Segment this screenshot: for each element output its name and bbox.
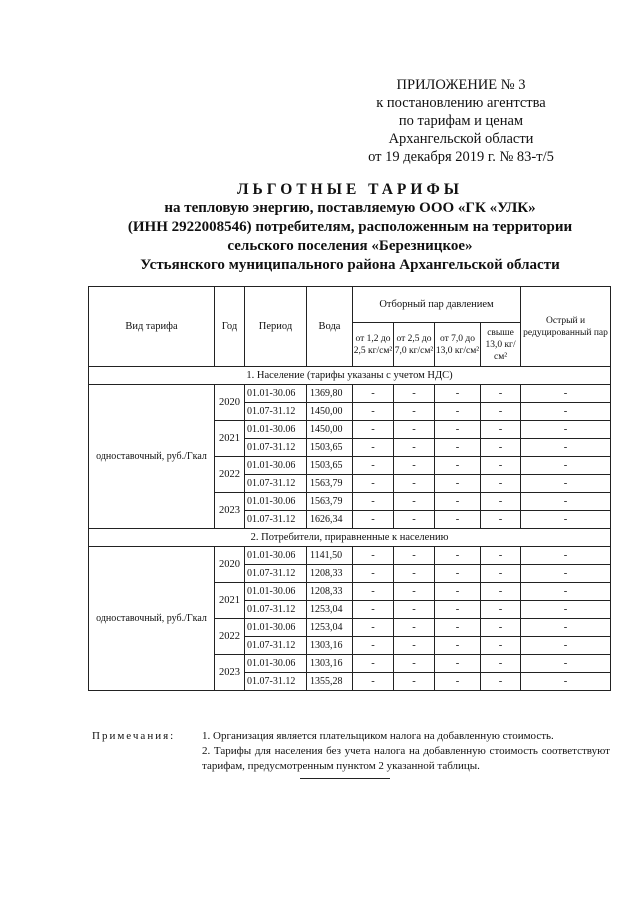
period-cell: 01.07-31.12	[245, 511, 307, 529]
period-cell: 01.07-31.12	[245, 475, 307, 493]
appendix-ref-1: к постановлению агентства	[376, 95, 546, 111]
header-sharp-steam: Острый и редуцированный пар	[521, 287, 611, 367]
water-value-cell: 1355,28	[307, 673, 353, 691]
tariff-table-body	[89, 367, 611, 691]
value-cell: -	[521, 565, 611, 583]
value-cell: -	[521, 421, 611, 439]
section-row	[89, 529, 611, 547]
value-cell: -	[394, 601, 435, 619]
value-cell: -	[521, 583, 611, 601]
water-value-cell: 1563,79	[307, 475, 353, 493]
value-cell: -	[435, 475, 481, 493]
year-cell: 2023	[215, 655, 245, 691]
water-value-cell: 1208,33	[307, 565, 353, 583]
water-value-cell: 1303,16	[307, 637, 353, 655]
value-cell: -	[435, 385, 481, 403]
water-value-cell: 1503,65	[307, 439, 353, 457]
water-value-cell: 1450,00	[307, 403, 353, 421]
value-cell: -	[521, 439, 611, 457]
value-cell: -	[394, 475, 435, 493]
year-cell: 2021	[215, 583, 245, 619]
water-value-cell: 1253,04	[307, 601, 353, 619]
header-period: Период	[245, 287, 307, 367]
value-cell: -	[435, 511, 481, 529]
value-cell: -	[353, 421, 394, 439]
value-cell: -	[435, 493, 481, 511]
value-cell: -	[394, 565, 435, 583]
table-row	[89, 547, 611, 565]
value-cell: -	[521, 619, 611, 637]
value-cell: -	[481, 619, 521, 637]
period-cell: 01.01-30.06	[245, 385, 307, 403]
value-cell: -	[353, 637, 394, 655]
note-item: 2. Тарифы для населения без учета налога на добавленную стоимость соответствуют тарифам, предусмотренным пунктом 2 указанной таблицы.	[202, 745, 610, 772]
title-line-4: сельского поселения «Березницкое»	[227, 238, 473, 254]
value-cell: -	[481, 493, 521, 511]
period-cell: 01.07-31.12	[245, 601, 307, 619]
value-cell: -	[481, 421, 521, 439]
notes-heading: Примечания:	[92, 730, 176, 742]
value-cell: -	[353, 583, 394, 601]
water-value-cell: 1503,65	[307, 457, 353, 475]
period-cell: 01.01-30.06	[245, 619, 307, 637]
value-cell: -	[521, 547, 611, 565]
water-value-cell: 1450,00	[307, 421, 353, 439]
water-value-cell: 1303,16	[307, 655, 353, 673]
section-row	[89, 367, 611, 385]
title-main: ЛЬГОТНЫЕ ТАРИФЫ	[237, 181, 463, 198]
value-cell: -	[394, 403, 435, 421]
value-cell: -	[481, 439, 521, 457]
value-cell: -	[353, 547, 394, 565]
value-cell: -	[353, 403, 394, 421]
year-cell: 2020	[215, 547, 245, 583]
value-cell: -	[481, 565, 521, 583]
value-cell: -	[521, 601, 611, 619]
value-cell: -	[435, 403, 481, 421]
value-cell: -	[481, 655, 521, 673]
value-cell: -	[353, 493, 394, 511]
period-cell: 01.07-31.12	[245, 403, 307, 421]
value-cell: -	[481, 475, 521, 493]
value-cell: -	[521, 475, 611, 493]
period-cell: 01.01-30.06	[245, 457, 307, 475]
value-cell: -	[521, 655, 611, 673]
water-value-cell: 1563,79	[307, 493, 353, 511]
table-row	[89, 385, 611, 403]
value-cell: -	[481, 457, 521, 475]
value-cell: -	[481, 385, 521, 403]
value-cell: -	[521, 457, 611, 475]
value-cell: -	[353, 565, 394, 583]
header-steam: Отборный пар давлением	[353, 287, 521, 323]
value-cell: -	[521, 385, 611, 403]
value-cell: -	[435, 457, 481, 475]
appendix-date: от 19 декабря 2019 г. № 83-т/5	[368, 149, 554, 165]
value-cell: -	[521, 673, 611, 691]
period-cell: 01.01-30.06	[245, 421, 307, 439]
value-cell: -	[435, 439, 481, 457]
value-cell: -	[435, 547, 481, 565]
value-cell: -	[435, 673, 481, 691]
value-cell: -	[481, 673, 521, 691]
section-title: 2. Потребители, приравненные к населению	[89, 529, 611, 547]
header-pressure-2: от 2,5 до 7,0 кг/см²	[394, 323, 435, 367]
header-water: Вода	[307, 287, 353, 367]
value-cell: -	[481, 403, 521, 421]
appendix-number: ПРИЛОЖЕНИЕ № 3	[396, 77, 526, 93]
document-title	[80, 180, 620, 275]
value-cell: -	[394, 619, 435, 637]
period-cell: 01.01-30.06	[245, 547, 307, 565]
value-cell: -	[435, 601, 481, 619]
value-cell: -	[435, 583, 481, 601]
period-cell: 01.07-31.12	[245, 439, 307, 457]
value-cell: -	[394, 385, 435, 403]
appendix-ref-3: Архангельской области	[388, 131, 534, 147]
period-cell: 01.07-31.12	[245, 673, 307, 691]
tariff-table	[88, 286, 611, 691]
tariff-type-label: одноставочный, руб./Гкал	[89, 385, 215, 529]
header-pressure-1: от 1,2 до 2,5 кг/см²	[353, 323, 394, 367]
year-cell: 2023	[215, 493, 245, 529]
period-cell: 01.07-31.12	[245, 637, 307, 655]
appendix-block	[330, 76, 592, 166]
value-cell: -	[394, 493, 435, 511]
value-cell: -	[481, 511, 521, 529]
value-cell: -	[353, 457, 394, 475]
water-value-cell: 1369,80	[307, 385, 353, 403]
section-title: 1. Население (тарифы указаны с учетом НДС)	[89, 367, 611, 385]
value-cell: -	[481, 547, 521, 565]
value-cell: -	[353, 655, 394, 673]
closing-rule	[300, 778, 390, 779]
title-line-5: Устьянского муниципального района Архангельской области	[140, 257, 560, 273]
value-cell: -	[353, 619, 394, 637]
year-cell: 2022	[215, 619, 245, 655]
value-cell: -	[394, 457, 435, 475]
title-line-3: (ИНН 2922008546) потребителям, расположенным на территории	[127, 219, 573, 235]
period-cell: 01.01-30.06	[245, 583, 307, 601]
water-value-cell: 1208,33	[307, 583, 353, 601]
value-cell: -	[353, 601, 394, 619]
year-cell: 2020	[215, 385, 245, 421]
note-item: 1. Организация является плательщиком налога на добавленную стоимость.	[202, 730, 554, 742]
year-cell: 2021	[215, 421, 245, 457]
notes-list	[202, 729, 610, 774]
value-cell: -	[394, 547, 435, 565]
value-cell: -	[353, 439, 394, 457]
period-cell: 01.01-30.06	[245, 655, 307, 673]
year-cell: 2022	[215, 457, 245, 493]
header-pressure-3: от 7,0 до 13,0 кг/см²	[435, 323, 481, 367]
value-cell: -	[435, 655, 481, 673]
value-cell: -	[521, 637, 611, 655]
period-cell: 01.01-30.06	[245, 493, 307, 511]
tariff-type-label: одноставочный, руб./Гкал	[89, 547, 215, 691]
title-line-2: на тепловую энергию, поставляемую ООО «ГК «УЛК»	[164, 200, 536, 216]
value-cell: -	[435, 619, 481, 637]
header-year: Год	[215, 287, 245, 367]
value-cell: -	[394, 511, 435, 529]
value-cell: -	[435, 637, 481, 655]
value-cell: -	[353, 475, 394, 493]
value-cell: -	[353, 673, 394, 691]
value-cell: -	[481, 637, 521, 655]
value-cell: -	[394, 655, 435, 673]
value-cell: -	[394, 583, 435, 601]
value-cell: -	[521, 511, 611, 529]
water-value-cell: 1253,04	[307, 619, 353, 637]
value-cell: -	[394, 421, 435, 439]
header-pressure-4: свыше 13,0 кг/см²	[481, 323, 521, 367]
period-cell: 01.07-31.12	[245, 565, 307, 583]
value-cell: -	[521, 403, 611, 421]
header-tariff-type: Вид тарифа	[89, 287, 215, 367]
value-cell: -	[394, 637, 435, 655]
water-value-cell: 1141,50	[307, 547, 353, 565]
value-cell: -	[353, 385, 394, 403]
value-cell: -	[481, 601, 521, 619]
value-cell: -	[521, 493, 611, 511]
appendix-ref-2: по тарифам и ценам	[398, 113, 524, 129]
value-cell: -	[435, 565, 481, 583]
value-cell: -	[435, 421, 481, 439]
water-value-cell: 1626,34	[307, 511, 353, 529]
value-cell: -	[394, 673, 435, 691]
value-cell: -	[481, 583, 521, 601]
value-cell: -	[394, 439, 435, 457]
value-cell: -	[353, 511, 394, 529]
